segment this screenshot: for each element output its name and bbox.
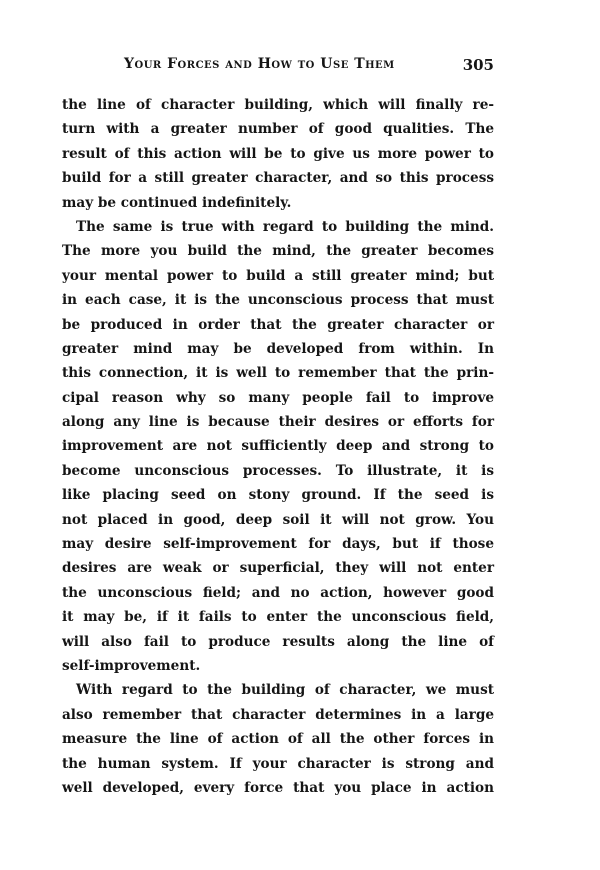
text-line: self-improvement. (62, 657, 201, 674)
text-line: result of this action will be to give us more power to (62, 145, 494, 162)
text-line: the human system. If your character is strong and (62, 755, 494, 772)
page-body-text (62, 93, 494, 800)
text-line: also remember that character determines in a large (62, 706, 494, 723)
text-line: not placed in good, deep soil it will not grow. You (62, 511, 494, 528)
text-line: be produced in order that the greater character or (62, 316, 494, 333)
text-line: will also fail to produce results along the line of (62, 633, 494, 650)
text-line: may desire self-improvement for days, but if those (62, 536, 494, 553)
text-line: in each case, it is the unconscious process that must (62, 292, 494, 309)
running-header (62, 56, 494, 80)
running-title: Your Forces and How to Use Them (124, 56, 395, 72)
text-line: along any line is because their desires or efforts for (62, 414, 494, 431)
text-line: With regard to the building of character, we must (76, 682, 494, 699)
text-line: The more you build the mind, the greater becomes (62, 243, 494, 260)
text-line: cipal reason why so many people fail to improve (62, 389, 494, 406)
text-line: desires are weak or superficial, they will not enter (62, 560, 494, 577)
text-line: become unconscious processes. To illustrate, it is (62, 462, 494, 479)
text-line: build for a still greater character, and so this process (62, 170, 494, 187)
text-line: The same is true with regard to building the mind. (76, 218, 494, 235)
text-line: this connection, it is well to remember that the prin- (62, 365, 494, 382)
text-line: like placing seed on stony ground. If the seed is (62, 487, 494, 504)
text-line: the line of character building, which will finally re- (62, 97, 494, 113)
text-line: turn with a greater number of good qualities. The (62, 121, 494, 138)
text-line: the unconscious field; and no action, however good (62, 584, 494, 601)
text-line: greater mind may be developed from within. In (62, 340, 494, 357)
text-line: may be continued indefinitely. (62, 194, 292, 211)
text-line: well developed, every force that you place in action (62, 779, 494, 796)
text-line: measure the line of action of all the other forces in (62, 731, 494, 748)
text-line: it may be, if it fails to enter the unconscious field, (62, 609, 494, 626)
text-line: your mental power to build a still greater mind; but (62, 267, 494, 284)
page-number: 305 (462, 56, 494, 74)
text-line: improvement are not sufficiently deep and strong to (62, 438, 494, 455)
